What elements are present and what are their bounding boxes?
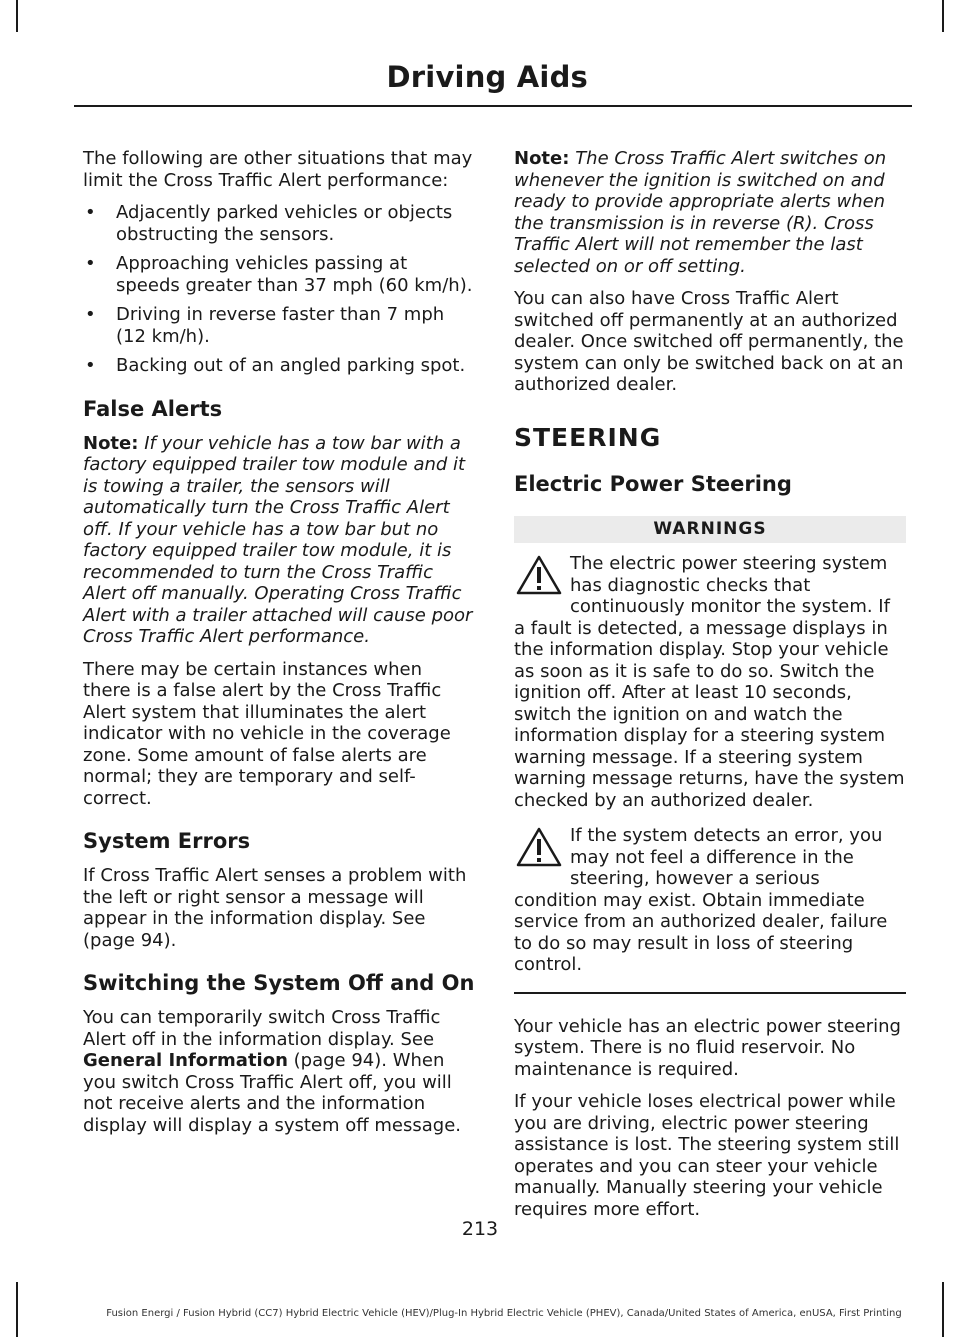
permanent-off-paragraph: You can also have Cross Traffic Alert switched off permanently at an authorized dealer. Once switched off permanently, the system can only be switched back on at an authorized dealer. xyxy=(514,288,904,395)
warning-text: If the system detects an error, you may not feel a difference in the steering, however a serious condition may exist. Obtain immediate service from an authorized dealer, failure to do so may result in loss of steering control. xyxy=(514,825,888,975)
footer-text: Fusion Energi / Fusion Hybrid (CC7) Hybrid Electric Vehicle (HEV)/Plug-In Hybrid Electric Vehicle (PHEV), Canada/United States of America, enUSA, First Printing xyxy=(106,1308,902,1319)
warnings-heading: WARNINGS xyxy=(514,516,906,544)
note-label: Note: xyxy=(514,148,570,169)
section-title: STEERING xyxy=(514,422,662,452)
warning-item xyxy=(514,825,906,976)
page-header-title: Driving Aids xyxy=(386,60,588,94)
list-item: • Backing out of an angled parking spot. xyxy=(83,355,475,377)
system-errors-paragraph: If Cross Traffic Alert senses a problem with the left or right sensor a message will appear in the information display. See (page 94). xyxy=(83,865,467,951)
switching-heading: Switching the System Off and On xyxy=(83,971,475,995)
power-loss-paragraph: If your vehicle loses electrical power while you are driving, electric power steering assistance is lost. The steering system still operates and you can steer your vehicle manually. Manually steering your vehicle requires more effort. xyxy=(514,1091,900,1220)
header-rule xyxy=(74,105,912,107)
switching-text-start: You can temporarily switch Cross Traffic Alert off in the information display. See xyxy=(83,1007,441,1050)
intro-paragraph: The following are other situations that may limit the Cross Traffic Alert performance: xyxy=(83,148,473,191)
left-column xyxy=(83,148,475,1147)
page-number: 213 xyxy=(461,1218,499,1240)
cross-traffic-note xyxy=(514,148,906,277)
general-information-link[interactable]: General Information xyxy=(83,1050,288,1071)
warning-item xyxy=(514,553,906,811)
false-alerts-paragraph: There may be certain instances when there is a false alert by the Cross Traffic Alert system that illuminates the alert indicator with no vehicle in the coverage zone. Some amount of false alerts are normal; they are temporary and self-correct. xyxy=(83,658,451,809)
note-label: Note: xyxy=(83,432,139,454)
list-item: • Adjacently parked vehicles or objects obstructing the sensors. xyxy=(83,202,475,245)
crop-mark-top-right xyxy=(942,0,944,32)
warning-triangle-icon xyxy=(514,553,564,597)
crop-mark-bottom-left xyxy=(16,1282,18,1337)
limitations-list xyxy=(83,202,475,377)
warning-triangle-icon xyxy=(514,825,564,869)
list-item: • Driving in reverse faster than 7 mph (12 km/h). xyxy=(83,304,475,347)
system-errors-heading: System Errors xyxy=(83,829,251,853)
right-column xyxy=(514,148,906,1231)
crop-mark-bottom-right xyxy=(942,1282,944,1337)
list-item: • Approaching vehicles passing at speeds greater than 37 mph (60 km/h). xyxy=(83,253,475,296)
note-text: The Cross Traffic Alert switches on whenever the ignition is switched on and ready to provide appropriate alerts when the transmission is in reverse (R). Cross Traffic Alert will not remember the last selected on or off setting. xyxy=(514,148,887,277)
power-steering-paragraph: Your vehicle has an electric power steering system. There is no fluid reservoir. No maintenance is required. xyxy=(514,1015,901,1080)
subsection-heading: Electric Power Steering xyxy=(514,471,792,496)
switching-text-end: (page 94). When you switch Cross Traffic Alert off, you will not receive alerts and the information display will display a system off message. xyxy=(83,1050,462,1136)
warnings-end-rule xyxy=(514,992,906,994)
warning-text: The electric power steering system has diagnostic checks that continuously monitor the system. If a fault is detected, a message displays in the information display. Stop your vehicle as soon as it is safe to do so. Switch the ignition off. After at least 10 seconds, switch the ignition on and watch the information display for a steering system warning message. If a steering system warning message returns, have the system checked by an authorized dealer. xyxy=(514,553,905,811)
false-alerts-heading: False Alerts xyxy=(83,396,223,421)
crop-mark-top-left xyxy=(16,0,18,32)
switching-paragraph xyxy=(83,1007,475,1136)
false-alerts-note xyxy=(83,433,475,648)
note-text: If your vehicle has a tow bar with a factory equipped trailer tow module and it is towing a trailer, the sensors will automatically turn the Cross Traffic Alert off. If your vehicle has a tow bar but no factory equipped trailer tow module, it is recommended to turn the Cross Traffic Alert off manually. Operating Cross Traffic Alert with a trailer attached will cause poor Cross Traffic Alert performance. xyxy=(83,432,473,647)
